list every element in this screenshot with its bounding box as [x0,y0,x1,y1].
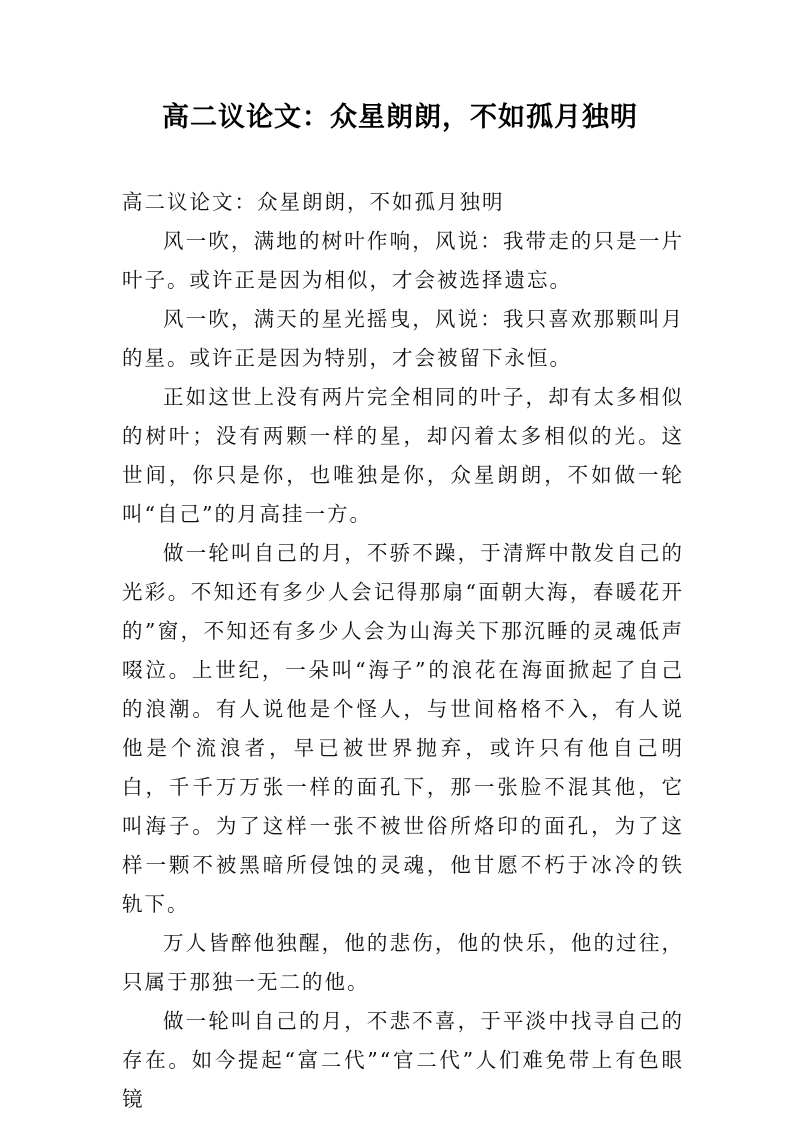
paragraph: 做一轮叫自己的月，不悲不喜，于平淡中找寻自己的存在。如今提起“富二代”“官二代”人们难免带上有色眼镜 [122,1009,684,1111]
document-title: 高二议论文：众星朗朗，不如孤月独明 [162,102,638,133]
document-body [122,183,684,1119]
paragraph: 风一吹，满天的星光摇曳，风说：我只喜欢那颗叫月的星。或许正是因为特别，才会被留下永恒。 [122,307,684,370]
paragraph: 正如这世上没有两片完全相同的叶子，却有太多相似的树叶；没有两颗一样的星，却闪着太多相似的光。这世间，你只是你，也唯独是你，众星朗朗，不如做一轮叫“自己”的月高挂一方。 [122,385,684,526]
paragraph: 万人皆醉他独醒，他的悲伤，他的快乐，他的过往，只属于那独一无二的他。 [122,931,684,994]
paragraph: 风一吹，满地的树叶作响，风说：我带走的只是一片叶子。或许正是因为相似，才会被选择遗忘。 [122,229,684,292]
subtitle-line: 高二议论文：众星朗朗，不如孤月独明 [122,190,505,214]
paragraph: 做一轮叫自己的月，不骄不躁，于清辉中散发自己的光彩。不知还有多少人会记得那扇“面朝大海，春暖花开的”窗，不知还有多少人会为山海关下那沉睡的灵魂低声啜泣。上世纪，一朵叫“海子”的浪花在海面掀起了自己的浪潮。有人说他是个怪人，与世间格格不入，有人说他是个流浪者，早已被世界抛弃，或许只有他自己明白，千千万万张一样的面孔下，那一张脸不混其他，它叫海子。为了这样一张不被世俗所烙印的面孔，为了这样一颗不被黑暗所侵蚀的灵魂，他甘愿不朽于冰冷的铁轨下。 [122,541,684,916]
